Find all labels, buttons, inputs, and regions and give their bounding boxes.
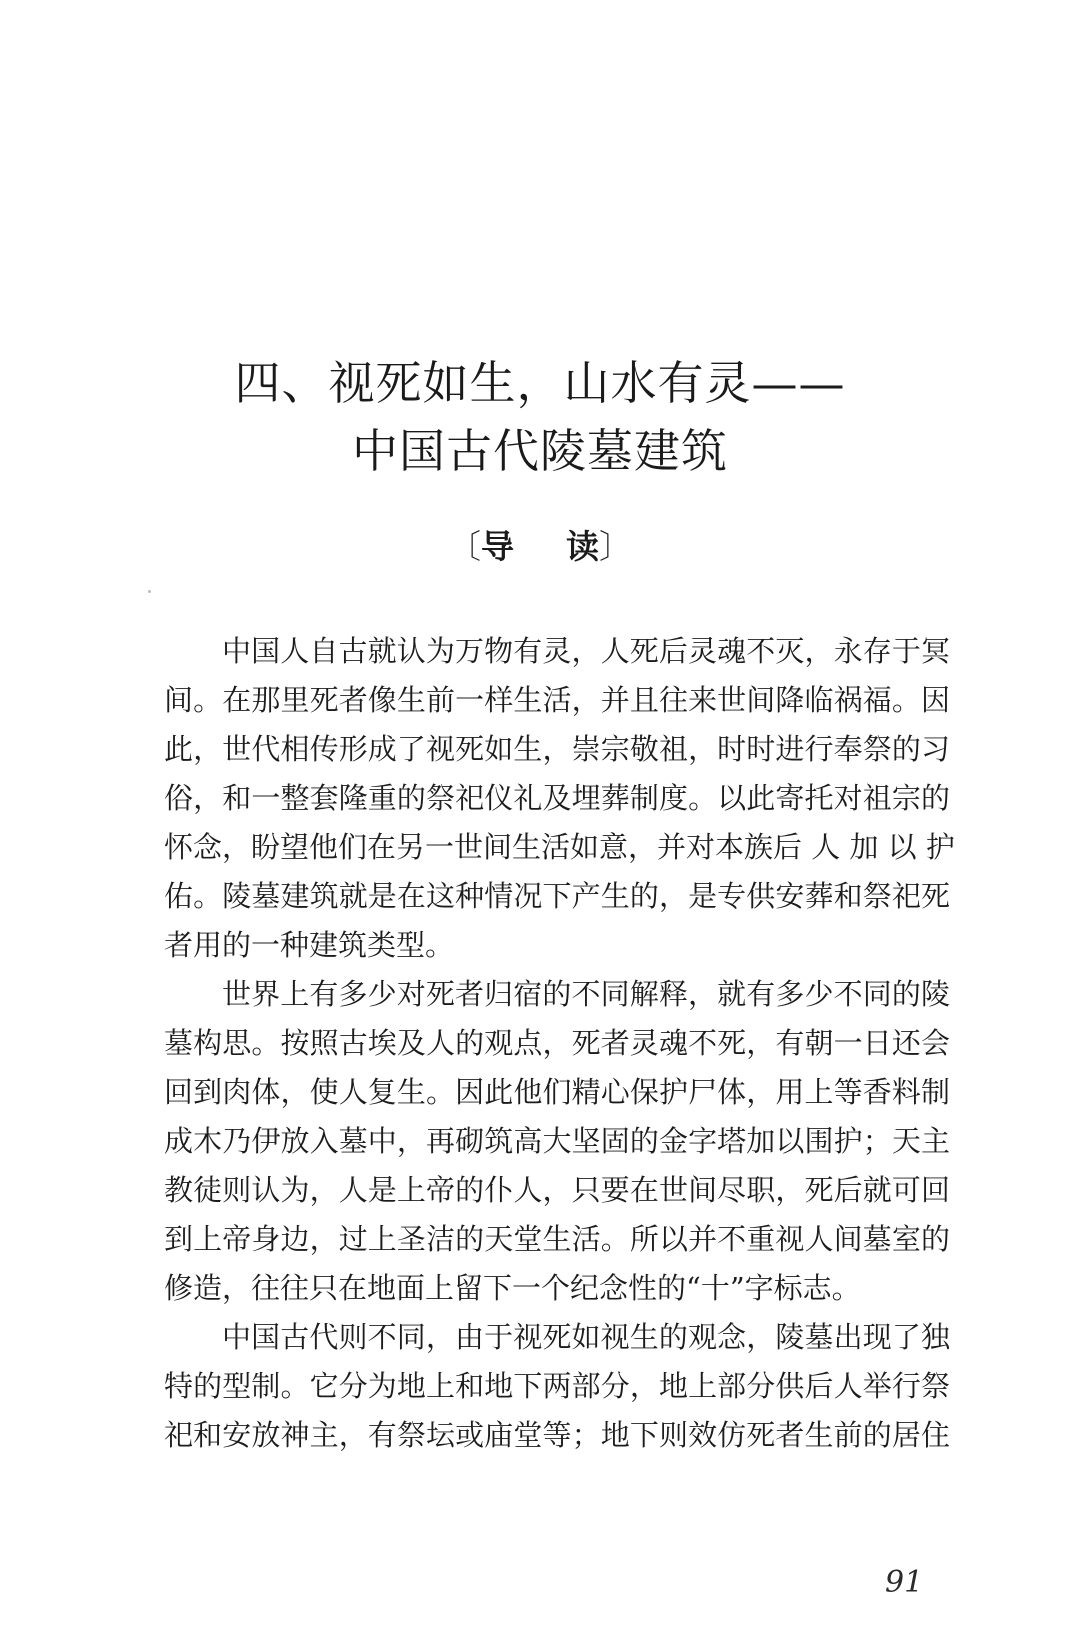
paragraph-2-line: 墓构思。按照古埃及人的观点，死者灵魂不死，有朝一日还会	[164, 1026, 950, 1060]
paragraph-1-line: 此，世代相传形成了视死如生，崇宗敬祖，时时进行奉祭的习	[164, 732, 950, 766]
paragraph-1-line: 间。在那里死者像生前一样生活，并且往来世间降临祸福。因	[164, 683, 950, 717]
paragraph-2-line: 教徒则认为，人是上帝的仆人，只要在世间尽职，死后就可回	[164, 1173, 950, 1207]
paragraph-3-line: 中国古代则不同，由于视死如视生的观念，陵墓出现了独	[222, 1320, 950, 1354]
paragraph-2-line: 到上帝身边，过上圣洁的天堂生活。所以并不重视人间墓室的	[164, 1222, 950, 1256]
paragraph-1-line: 俗，和一整套隆重的祭祀仪礼及埋葬制度。以此寄托对祖宗的	[164, 781, 950, 815]
chapter-title-line-1: 四、视死如生，山水有灵——	[234, 356, 846, 410]
paragraph-1-line: 怀念，盼望他们在另一世间生活如意，并对本族后 人 加 以 护	[164, 830, 955, 864]
paragraph-1-line: 者用的一种建筑类型。	[164, 928, 455, 962]
paragraph-3-line: 特的型制。它分为地上和地下两部分，地上部分供后人举行祭	[164, 1369, 950, 1403]
paragraph-2-line: 成木乃伊放入墓中，再砌筑高大坚固的金字塔加以围护；天主	[164, 1124, 950, 1158]
chapter-title-line-2: 中国古代陵墓建筑	[352, 424, 728, 478]
section-heading-intro	[0, 527, 1080, 566]
scan-speck	[148, 590, 151, 593]
intro-char-2: 读	[566, 527, 599, 566]
close-bracket: 〕	[599, 527, 632, 566]
paragraph-3-line: 祀和安放神主，有祭坛或庙堂等；地下则效仿死者生前的居住	[164, 1418, 950, 1452]
paragraph-1-line: 中国人自古就认为万物有灵，人死后灵魂不灭，永存于冥	[222, 634, 950, 668]
open-bracket: 〔	[448, 527, 481, 566]
paragraph-2-line: 世界上有多少对死者归宿的不同解释，就有多少不同的陵	[222, 977, 950, 1011]
paragraph-2-line: 修造，往往只在地面上留下一个纪念性的“十”字标志。	[164, 1271, 861, 1305]
paragraph-2-line: 回到肉体，使人复生。因此他们精心保护尸体，用上等香料制	[164, 1075, 950, 1109]
paragraph-1-line: 佑。陵墓建筑就是在这种情况下产生的，是专供安葬和祭祀死	[164, 879, 950, 913]
intro-char-1: 导	[481, 527, 514, 566]
page-number: 91	[885, 1565, 924, 1600]
